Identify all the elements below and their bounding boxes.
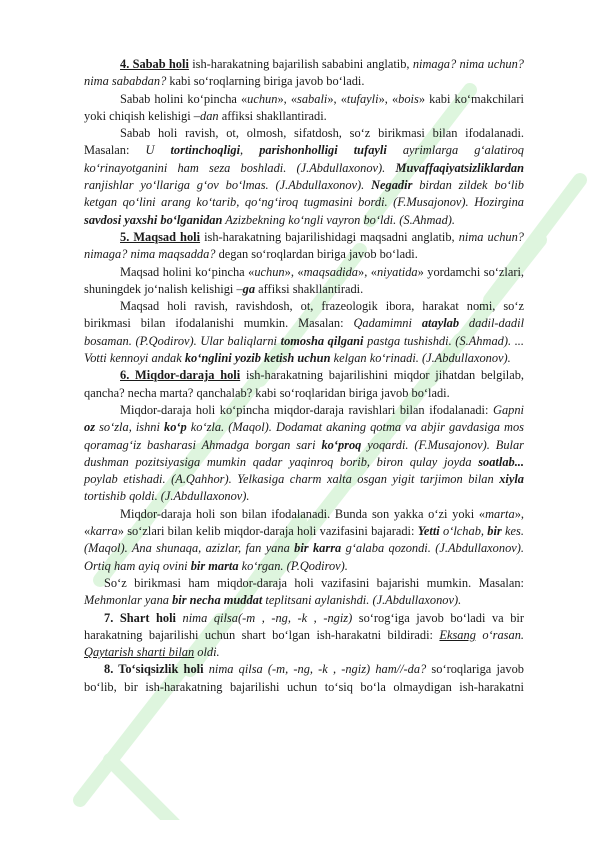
- text-run: », «: [284, 264, 304, 279]
- text-run: Mehmonlar yana: [84, 593, 173, 608]
- text-run: Qaytarish sharti bilan: [84, 645, 195, 660]
- text-run: Maqsad holi ravish, ravishdosh, ot, frazeologik ibora, harakat nomi, so‘z birikmasi bilan ifodalanishi mumkin. Masalan:: [84, 299, 524, 331]
- text-run: uchun: [247, 91, 278, 106]
- paragraph-p4: [84, 229, 524, 264]
- paragraph-p2: [84, 91, 524, 126]
- text-run: savdosi yaxshi bo‘lganidan: [84, 212, 223, 227]
- text-run: ataylab: [421, 316, 460, 331]
- text-run: Sabab holi ravish, ot, olmosh, sifatdosh, so‘z birikmasi bilan ifodalanadi. Masalan:: [84, 126, 524, 158]
- document-page: [84, 56, 524, 696]
- text-run: Sabab holini ko‘pincha «: [120, 91, 248, 106]
- text-run: 6. Miqdor-daraja holi: [120, 368, 241, 383]
- text-run: maqsadida: [303, 264, 358, 279]
- text-run: karra: [90, 524, 118, 539]
- text-run: Miqdor-daraja holi ko‘pincha miqdor-daraja ravishlari bilan ifodalanadi:: [120, 402, 494, 417]
- text-run: Eksang: [439, 627, 476, 642]
- paragraph-p8: [84, 402, 524, 506]
- text-run: Maqsad holini ko‘pincha «: [120, 264, 255, 279]
- text-run: ko‘nglini yozib ketish uchun: [184, 351, 331, 366]
- text-run: », «: [327, 91, 347, 106]
- text-run: ga: [242, 281, 256, 296]
- paragraph-p7: [84, 367, 524, 402]
- text-run: bir: [487, 524, 502, 539]
- text-run: birdan zildek bo‘lib ketgan qo‘lini arang ko‘tarib, qo‘ng‘iroq tugmasini bordi. (F.Musajonov). Hozirgina: [84, 178, 524, 210]
- text-run: ayrimlarga g‘alatiroq ko‘rinayotganini ham seza boshladi. (J.Abdullaxonov).: [84, 143, 524, 175]
- text-run: affiksi shakllantiradi.: [255, 281, 364, 296]
- text-run: dadil-dadil bosaman. (P.Qodirov). Ular baliqlarni: [84, 316, 525, 348]
- paragraph-p3: [84, 125, 524, 229]
- text-run: parishonholligi tufayli: [259, 143, 387, 158]
- text-run: ,: [240, 143, 260, 158]
- text-run: ish-harakatning bajarilishidagi maqsadni anglatib,: [200, 229, 459, 244]
- text-run: uchun: [254, 264, 285, 279]
- text-run: o‘rasan.: [475, 627, 524, 642]
- text-run: U: [145, 143, 171, 158]
- text-run: nima uchun? nimaga? nima maqsadda?: [84, 229, 524, 262]
- text-run: ish-harakatning bajarilish sababini anglatib,: [188, 57, 413, 71]
- paragraph-p11: [84, 610, 524, 662]
- text-run: ko‘p: [164, 420, 187, 435]
- text-run: tomosha qilgani: [280, 333, 364, 348]
- text-run: ranjishlar yo‘llariga g‘ov bo‘lmas. (J.Abdullaxonov).: [84, 178, 372, 193]
- text-run: Gapni: [493, 402, 524, 417]
- text-run: So‘z birikmasi ham miqdor-daraja holi vazifasini bajarishi mumkin. Masalan:: [104, 575, 524, 590]
- text-run: nima qilsa (-m, -ng, -k , -ngiz) ham//-da?: [203, 662, 427, 677]
- paragraph-p10: [84, 575, 524, 610]
- text-run: 4. Sabab holi: [120, 57, 189, 71]
- text-run: kes. (Maqol). Ana shunaqa, azizlar, fan yana: [84, 524, 524, 556]
- text-run: bir marta: [190, 558, 239, 573]
- text-run: oldi.: [194, 645, 220, 660]
- text-run: tortishib qoldi. (J.Abdullaxonov).: [84, 489, 250, 504]
- text-run: », «: [358, 264, 377, 279]
- text-run: 5. Maqsad holi: [120, 229, 201, 244]
- paragraph-p9: [84, 506, 524, 575]
- paragraph-p1: [84, 56, 524, 91]
- text-run: bir necha muddat: [172, 593, 263, 608]
- text-run: dan: [200, 108, 219, 123]
- text-run: Negadir: [371, 178, 413, 193]
- text-run: Yetti: [417, 524, 440, 539]
- text-run: nimaga? nima uchun? nima sababdan?: [84, 57, 525, 89]
- paragraph-p12: [84, 661, 524, 696]
- paragraph-p6: [84, 298, 524, 367]
- text-run: niyatida: [376, 264, 418, 279]
- text-run: » yordamchi so‘zlari, shuningdek jo‘nalish kelishigi –: [84, 264, 524, 296]
- text-run: 7. Shart holi: [104, 610, 176, 625]
- text-run: g‘alaba qozondi. (J.Abdullaxonov). Ortiq ham ayiq ovini: [84, 541, 524, 573]
- text-run: kabi so‘roqlarning biriga javob bo‘ladi.: [166, 74, 365, 89]
- text-run: so‘rog‘iga javob bo‘ladi va bir harakatning bajarilishi uchun shart bo‘lgan ish-harakatni bildiradi:: [84, 610, 524, 642]
- text-run: poylab etishadi. (A.Qahhor). Yelkasiga charm xalta osgan yigit tarjimon bilan: [84, 472, 500, 487]
- text-run: marta: [485, 506, 515, 521]
- text-run: so‘roqlariga javob bo‘lib, bir ish-harakatning bajarilishi uchun to‘siq bo‘la olmaydigan ish-harakatni: [84, 662, 525, 694]
- text-run: ko‘proq: [321, 437, 362, 452]
- text-run: oz: [84, 420, 96, 435]
- text-run: », «: [84, 506, 524, 539]
- text-run: Azizbekning ko‘ngli vayron bo‘ldi. (S.Ahmad).: [222, 212, 456, 227]
- text-run: ko‘rgan. (P.Qodirov).: [238, 558, 348, 573]
- text-run: bois: [398, 91, 419, 106]
- text-run: pastga tushishdi. (S.Ahmad). ... Votti kennoyi andak: [84, 333, 524, 366]
- text-run: yoqardi. (F.Musajonov). Bular dushman pozitsiyasiga mumkin qadar yaqinroq borib, biron qulay joyda: [84, 437, 524, 469]
- text-run: Qadamimni: [353, 316, 422, 331]
- text-run: bir karra: [294, 541, 342, 556]
- text-run: kelgan ko‘rinadi. (J.Abdullaxonov).: [330, 351, 511, 366]
- text-run: ko‘zla. (Maqol). Dodamat akaning qotma va abjir gavdasiga mos qoramag‘iz basharasi Ahmadga borgan sari: [84, 420, 524, 452]
- text-run: soatlab...: [478, 454, 524, 469]
- text-run: nima qilsa(-m , -ng, -k , -ngiz): [175, 610, 353, 625]
- text-run: so‘zla, ishni: [95, 420, 164, 435]
- text-run: affiksi shakllantiradi.: [218, 108, 327, 123]
- text-run: » kabi ko‘makchilari yoki chiqish kelishigi –: [84, 91, 524, 123]
- text-run: 8. To‘siqsizlik holi: [104, 662, 204, 677]
- text-run: Miqdor-daraja holi son bilan ifodalanadi. Bunda son yakka o‘zi yoki «: [120, 506, 486, 521]
- text-run: tortinchoqligi: [170, 143, 241, 158]
- text-run: », «: [378, 91, 399, 106]
- text-run: tufayli: [346, 91, 379, 106]
- text-run: » so‘zlari bilan kelib miqdor-daraja holi vazifasini bajaradi:: [117, 524, 418, 539]
- text-run: xiyla: [499, 472, 524, 487]
- text-run: o‘lchab,: [439, 524, 488, 539]
- text-run: ish-harakatning bajarilishini miqdor jihatdan belgilab, qancha? necha marta? qanchalab? kabi so‘roqlaridan biriga javob bo‘ladi.: [84, 368, 525, 400]
- text-run: », «: [277, 91, 298, 106]
- text-run: sabali: [297, 91, 328, 106]
- paragraph-p5: [84, 264, 524, 299]
- text-run: Muvaffaqiyatsizliklardan: [395, 160, 524, 175]
- text-run: teplitsani aylanishdi. (J.Abdullaxonov).: [262, 593, 462, 608]
- text-run: degan so‘roqlardan biriga javob bo‘ladi.: [215, 247, 418, 262]
